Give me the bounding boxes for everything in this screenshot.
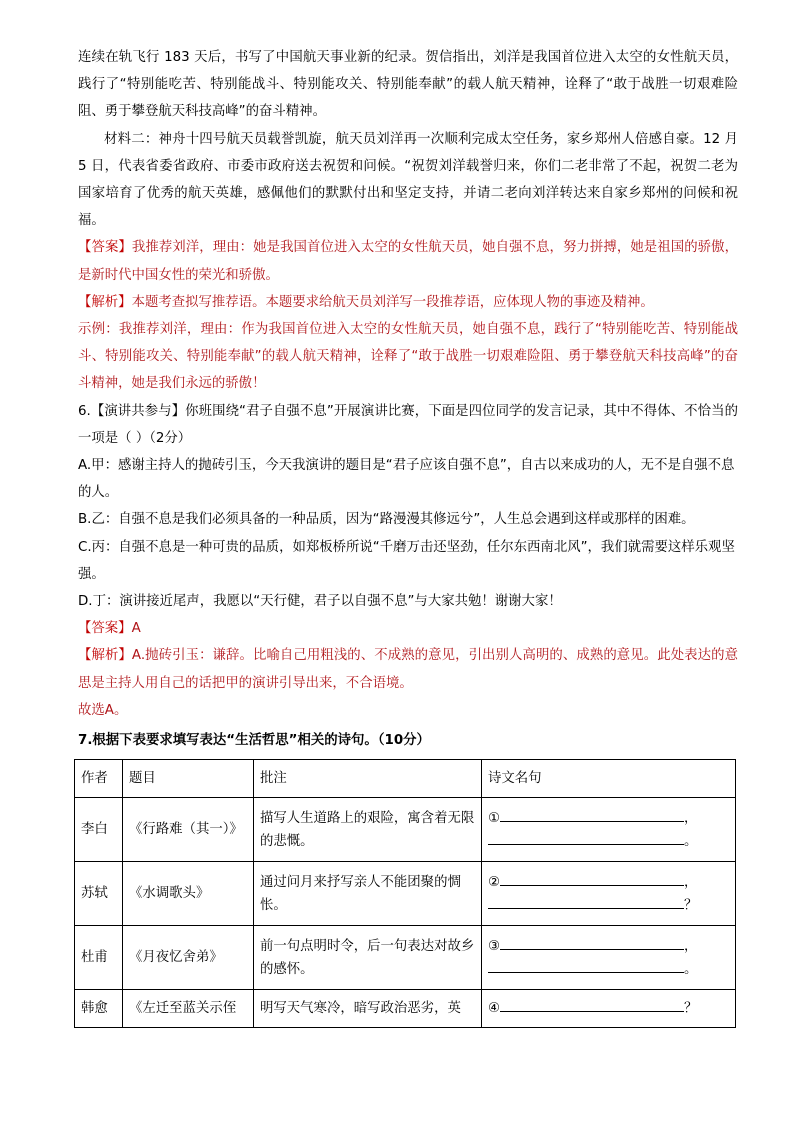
analysis-tag: 【解析】 — [78, 294, 132, 310]
title-cell: 《行路难（其一）》 — [123, 798, 254, 862]
answer-blank-1[interactable] — [500, 997, 684, 1012]
analysis-text: A.抛砖引玉：谦辞。比喻自己用粗浅的、不成熟的意见，引出别人高明的、成熟的意见。此处表达的意思是主持人用自己的话把甲的演讲引导出来，不合语境。 — [78, 648, 738, 691]
blank-marker: ① — [488, 810, 501, 826]
q5-analysis — [78, 289, 738, 316]
header-note: 批注 — [254, 760, 482, 798]
title-cell: 《月夜忆舍弟》 — [123, 926, 254, 990]
note-cell: 明写天气寒冷，暗写政治恶劣，英 — [254, 990, 482, 1028]
note-cell: 前一句点明时令，后一句表达对故乡的感怀。 — [254, 926, 482, 990]
author-cell: 李白 — [75, 798, 123, 862]
answer-cell — [482, 862, 736, 926]
blank-marker: ③ — [488, 938, 501, 954]
blank-punct: ， — [684, 874, 698, 890]
title-cell: 《水调歌头》 — [123, 862, 254, 926]
material-two: 材料二：神舟十四号航天员载誉凯旋，航天员刘洋再一次顺利完成太空任务，家乡郑州人倍感自豪。12 月 5 日，代表省委省政府、市委市政府送去祝贺和问候。“祝贺刘洋载誉归来，你们二老非常了不起，祝贺二老为国家培育了优秀的航天英雄，感佩他们的默默付出和坚定支持，并请二老向刘洋转达来自家乡郑州的问候和祝福。 — [78, 131, 738, 229]
answer-text: 我推荐刘洋，理由：她是我国首位进入太空的女性航天员，她自强不息，努力拼搏，她是祖国的骄傲，是新时代中国女性的荣光和骄傲。 — [78, 240, 739, 283]
q6-option-d: D.丁：演讲接近尾声，我愿以“天行健，君子以自强不息”与大家共勉！谢谢大家！ — [78, 594, 562, 610]
note-cell: 描写人生道路上的艰险，寓含着无限的悲慨。 — [254, 798, 482, 862]
header-title: 题目 — [123, 760, 254, 798]
answer-text: A — [131, 621, 141, 637]
title-cell: 《左迁至蓝关示侄 — [123, 990, 254, 1028]
author-cell: 韩愈 — [75, 990, 123, 1028]
answer-blank-2[interactable] — [488, 830, 684, 845]
q6-option-a: A.甲：感谢主持人的抛砖引玉，今天我演讲的题目是“君子应该自强不息”，自古以来成功的人，无不是自强不息的人。 — [78, 458, 735, 501]
q6-analysis — [78, 642, 738, 696]
blank-punct: ？ — [684, 1001, 698, 1016]
header-lines: 诗文名句 — [482, 760, 736, 798]
blank-punct: 。 — [684, 833, 698, 849]
blank-punct: ， — [684, 810, 698, 826]
answer-blank-1[interactable] — [500, 871, 684, 886]
document-body — [78, 44, 738, 724]
blank-marker: ④ — [488, 1001, 501, 1016]
blank-punct: ？ — [684, 897, 698, 913]
blank-marker: ② — [488, 874, 501, 890]
q6-option-c: C.丙：自强不息是一种可贵的品质，如郑板桥所说“千磨万击还坚劲，任尔东西南北风”，我们就需要这样乐观坚强。 — [78, 539, 735, 582]
q7-stem: 7.根据下表要求填写表达“生活哲思”相关的诗句。（10分） — [78, 733, 430, 748]
q5-answer — [78, 234, 738, 288]
answer-blank-2[interactable] — [488, 894, 684, 909]
table-row — [75, 798, 736, 862]
table-row — [75, 990, 736, 1028]
author-cell: 苏轼 — [75, 862, 123, 926]
q6-stem: 6.【演讲共参与】你班围绕“君子自强不息”开展演讲比赛，下面是四位同学的发言记录，其中不得体、不恰当的一项是（ ）（2分） — [78, 403, 738, 446]
analysis-text: 本题考查拟写推荐语。本题要求给航天员刘洋写一段推荐语，应体现人物的事迹及精神。 — [131, 294, 654, 310]
table-header-row — [75, 760, 736, 798]
answer-blank-1[interactable] — [500, 935, 684, 950]
material-one-tail: 连续在轨飞行 183 天后，书写了中国航天事业新的纪录。贺信指出，刘洋是我国首位进入太空的女性航天员，践行了“特别能吃苦、特别能战斗、特别能攻关、特别能奉献”的载人航天精神，诠释了“敢于战胜一切艰难险阻、勇于攀登航天科技高峰”的奋斗精神。 — [78, 50, 738, 120]
table-row — [75, 862, 736, 926]
analysis-tag: 【解析】 — [78, 648, 132, 664]
answer-blank-2[interactable] — [488, 958, 684, 973]
answer-cell — [482, 798, 736, 862]
answer-cell — [482, 926, 736, 990]
answer-tag: 【答案】 — [78, 621, 132, 637]
q6-answer — [78, 615, 738, 642]
answer-blank-1[interactable] — [500, 807, 684, 822]
poem-table — [74, 759, 736, 1028]
note-cell: 通过问月来抒写亲人不能团聚的惆怅。 — [254, 862, 482, 926]
answer-tag: 【答案】 — [78, 240, 132, 256]
answer-cell — [482, 990, 736, 1028]
blank-punct: 。 — [684, 961, 698, 977]
q6-conclusion: 故选A。 — [78, 702, 128, 718]
q5-example: 示例：我推荐刘洋，理由：作为我国首位进入太空的女性航天员，她自强不息，践行了“特别能吃苦、特别能战斗、特别能攻关、特别能奉献”的载人航天精神，诠释了“敢于战胜一切艰难险阻、勇于攀登航天科技高峰”的奋斗精神，她是我们永远的骄傲！ — [78, 322, 738, 392]
blank-punct: ， — [684, 938, 698, 954]
q6-option-b: B.乙：自强不息是我们必须具备的一种品质，因为“路漫漫其修远兮”，人生总会遇到这样或那样的困难。 — [78, 512, 695, 528]
author-cell: 杜甫 — [75, 926, 123, 990]
table-row — [75, 926, 736, 990]
header-author: 作者 — [75, 760, 123, 798]
